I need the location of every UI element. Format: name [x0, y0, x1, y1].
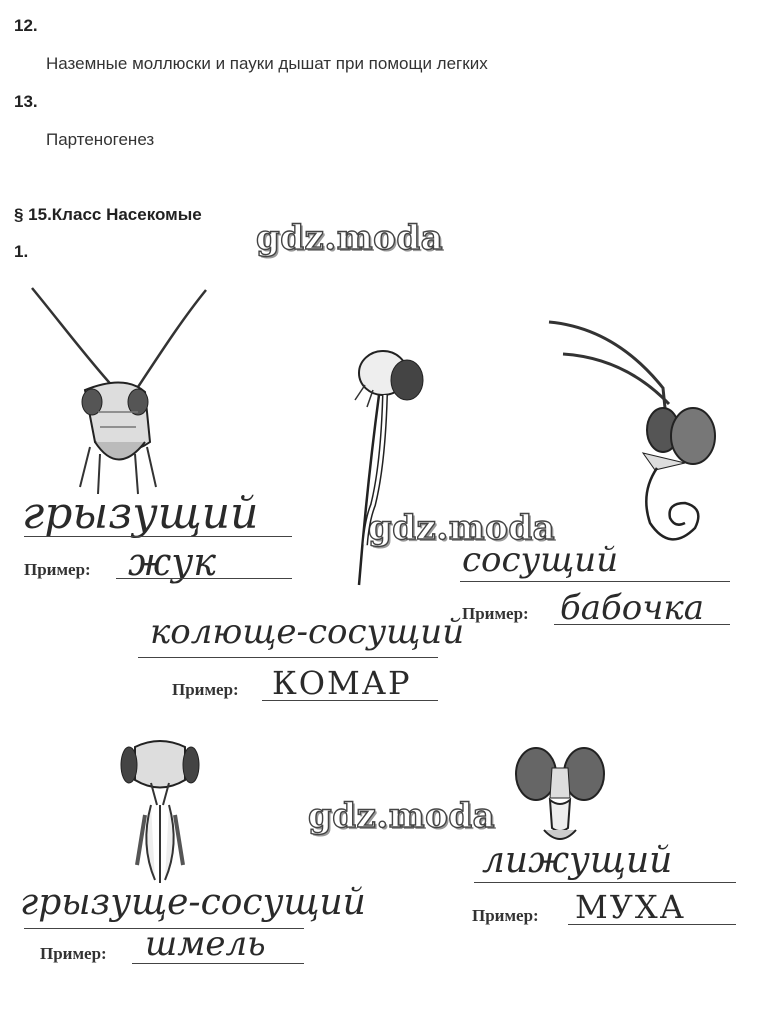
handwritten-type-sucking: сосущий	[462, 540, 619, 580]
handwritten-example-chewing-sucking: шмель	[145, 924, 266, 964]
answer-line	[116, 578, 292, 579]
answer-line	[474, 882, 736, 883]
handwritten-type-chewing-sucking: грызуще-сосущий	[20, 882, 366, 923]
example-label: Пример:	[172, 680, 239, 699]
handwritten-example-piercing-sucking: КОМАР	[272, 664, 412, 702]
handwritten-example-lapping: МУХА	[575, 888, 686, 926]
example-label: Пример:	[462, 604, 529, 623]
example-label: Пример:	[40, 944, 107, 963]
example-label: Пример:	[472, 906, 539, 925]
handwritten-type-piercing-sucking: колюще-сосущий	[150, 612, 465, 652]
handwritten-example-sucking: бабочка	[560, 588, 704, 628]
question-12-answer: Наземные моллюски и пауки дышат при помощи легких	[46, 54, 488, 73]
answer-line	[132, 963, 304, 964]
answer-line	[138, 657, 438, 658]
handwritten-example-chewing: жук	[128, 540, 216, 584]
handwritten-type-chewing: грызущий	[22, 488, 259, 539]
chewing-sucking-mouthparts-illustration	[115, 735, 205, 885]
question-13-answer: Партеногенез	[46, 130, 155, 149]
lapping-mouthparts-illustration	[512, 738, 607, 848]
question-13-number: 13.	[14, 92, 38, 111]
piercing-sucking-mouthparts-illustration	[345, 345, 435, 590]
answer-line	[262, 700, 438, 701]
answer-line	[554, 624, 730, 625]
answer-line	[24, 536, 292, 537]
handwritten-type-lapping: лижущий	[482, 840, 673, 881]
answer-line	[568, 924, 736, 925]
sucking-mouthparts-illustration	[545, 318, 720, 548]
section-title: § 15.Класс Насекомые	[14, 205, 202, 224]
chewing-mouthparts-illustration	[20, 282, 200, 507]
watermark: gdz.moda	[308, 796, 496, 836]
watermark: gdz.moda	[368, 508, 556, 548]
answer-line	[460, 581, 730, 582]
watermark: gdz.moda	[256, 218, 444, 258]
question-12-number: 12.	[14, 16, 38, 35]
example-label: Пример:	[24, 560, 91, 579]
task-number: 1.	[14, 242, 29, 261]
